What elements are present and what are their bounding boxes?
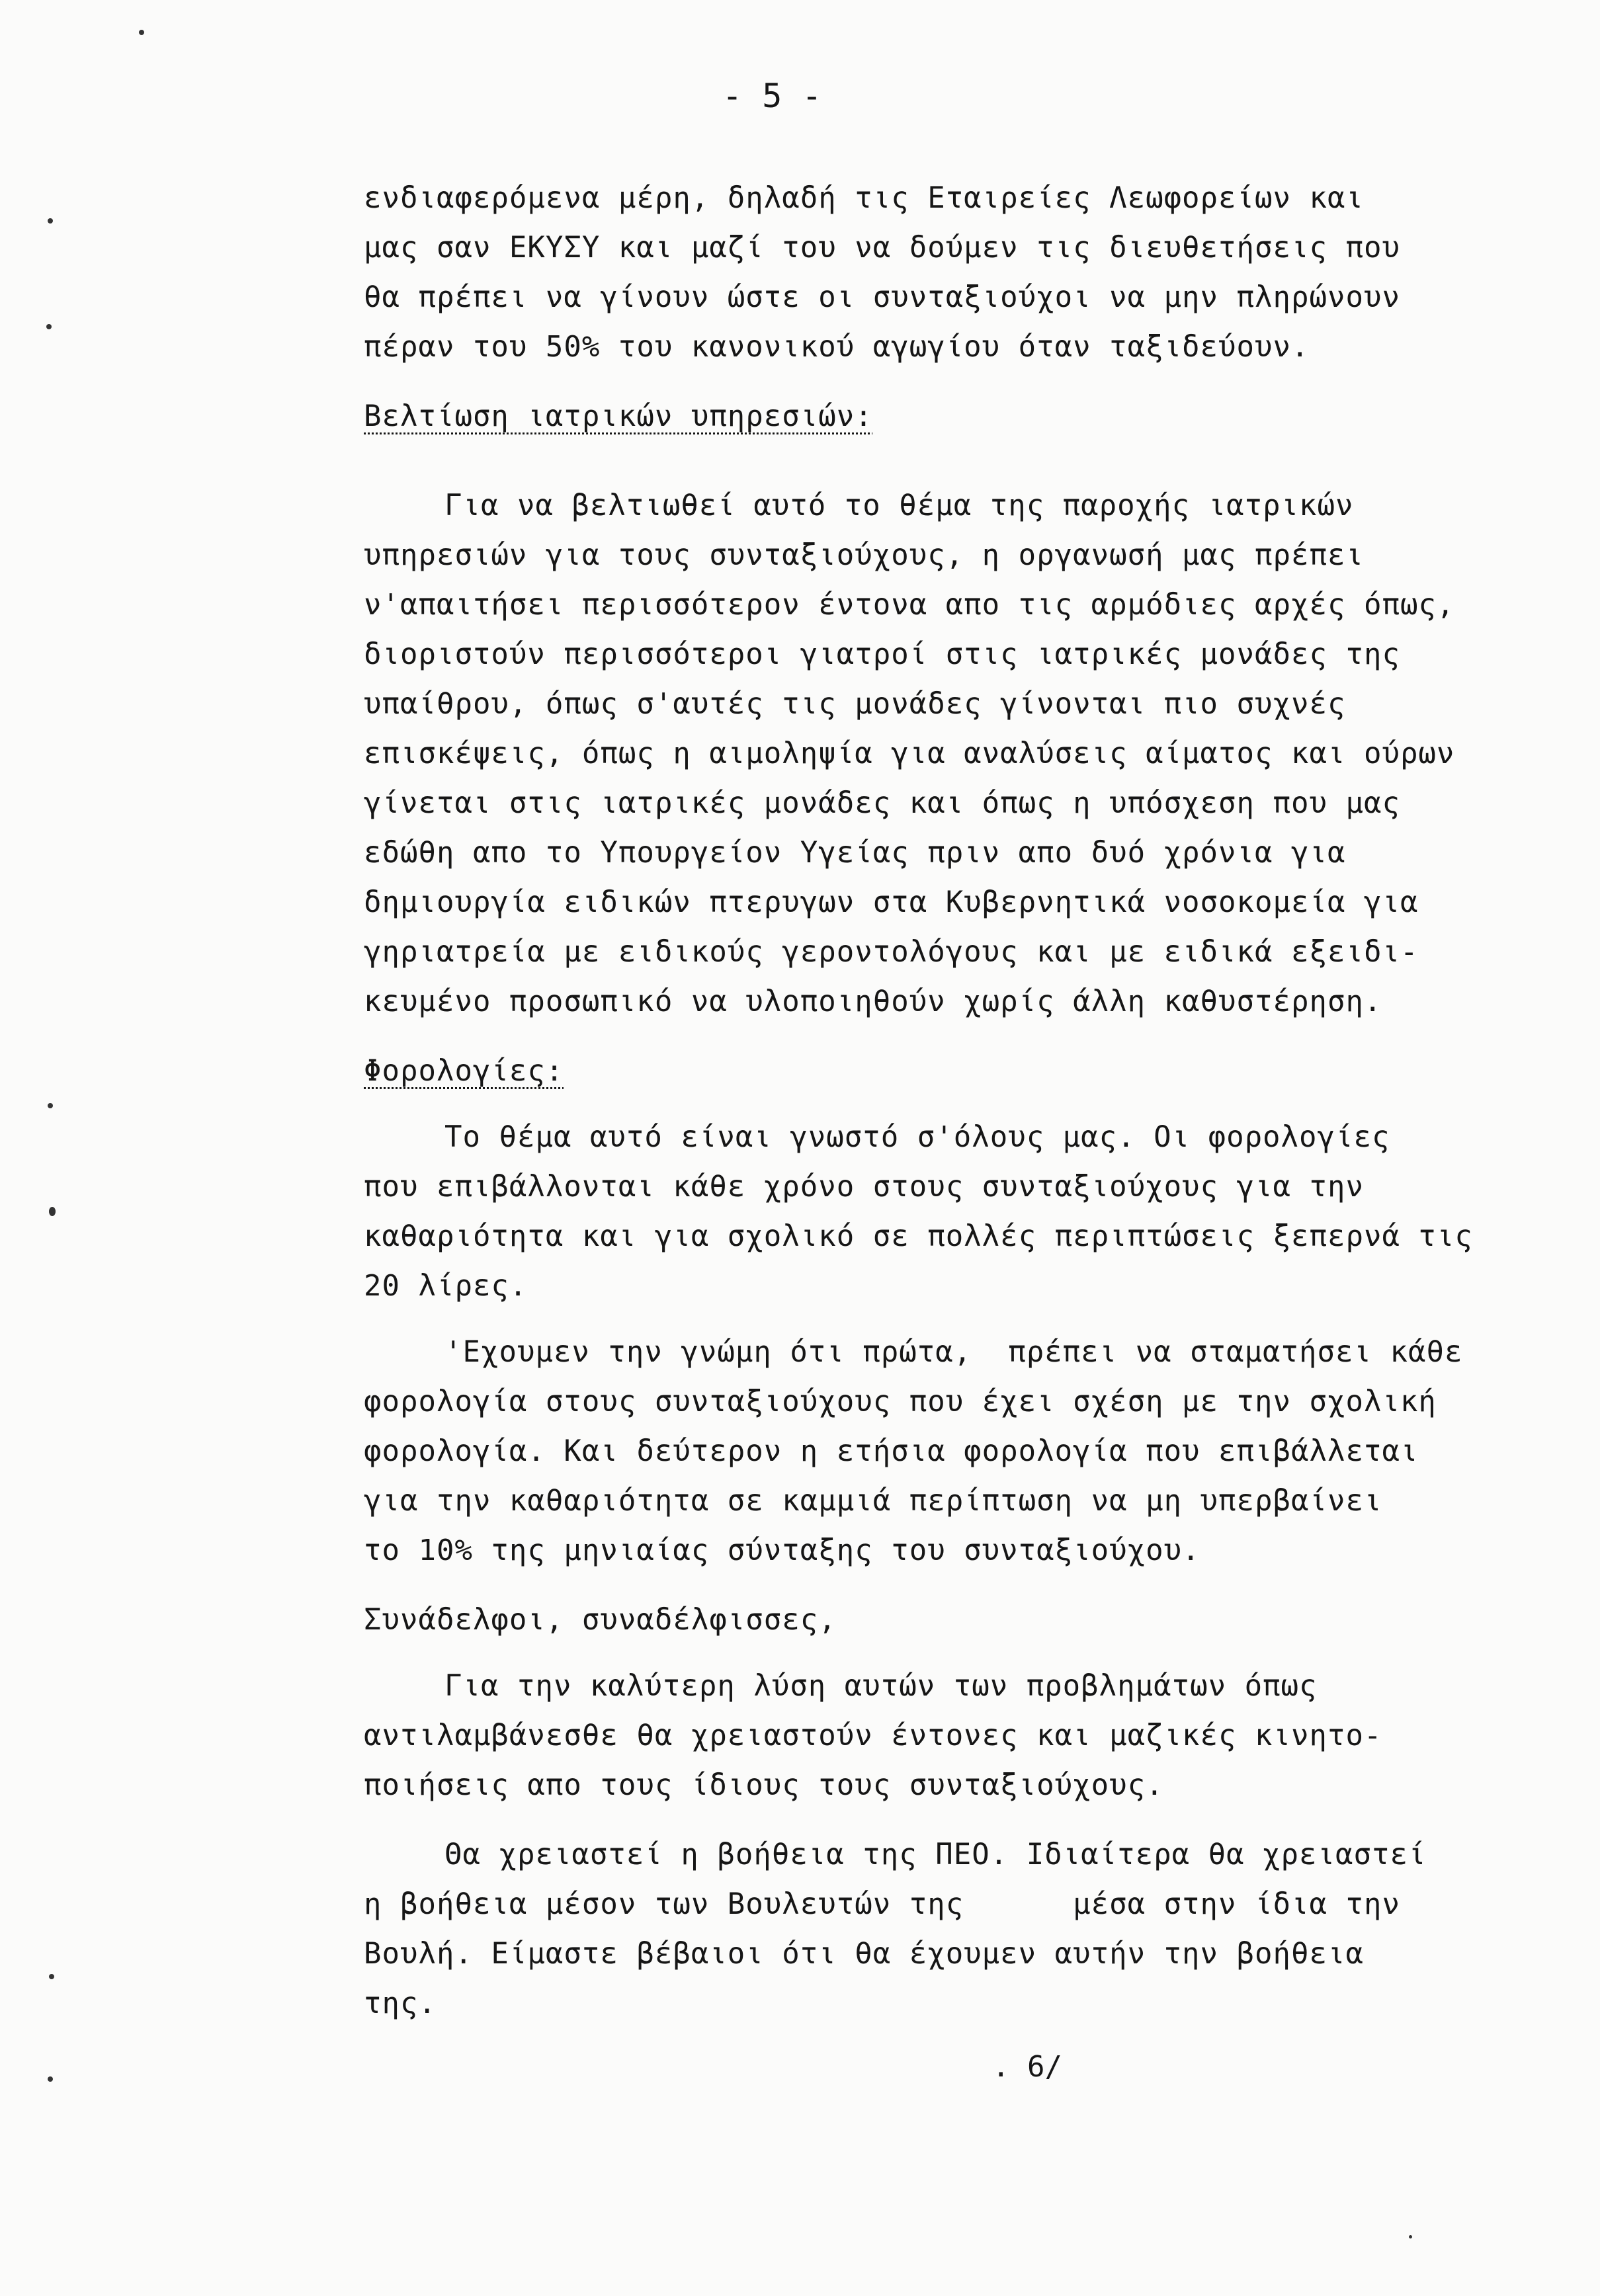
- text-line: το 10% της μηνιαίας σύνταξης του συνταξιούχου.: [364, 1534, 1200, 1567]
- section-heading-tax: Φορολογίες:: [364, 1054, 564, 1088]
- scan-speck: [49, 1207, 56, 1216]
- text-line: της.: [364, 1987, 437, 2020]
- salutation: Συνάδελφοι, συναδέλφισσες,: [364, 1603, 837, 1637]
- text-line: μας σαν ΕΚΥΣΥ και μαζί του να δούμεν τις διευθετήσεις που: [364, 231, 1400, 265]
- text-line: φορολογία στους συνταξιούχους που έχει σχέση με την σχολική: [364, 1385, 1437, 1418]
- text-line: αντιλαμβάνεσθε θα χρειαστούν έντονες και μαζικές κινητο-: [364, 1719, 1382, 1752]
- text-line: Βουλή. Είμαστε βέβαιοι ότι θα έχουμεν αυτήν την βοήθεια: [364, 1937, 1364, 1971]
- scan-speck: [139, 30, 144, 35]
- text-line: καθαριότητα και για σχολικό σε πολλές περιπτώσεις ξεπερνά τις: [364, 1219, 1473, 1253]
- scan-speck: [48, 2076, 53, 2082]
- text-line: υπαίθρου, όπως σ'αυτές τις μονάδες γίνονται πιο συχνές: [364, 687, 1346, 721]
- text-line: κευμένο προσωπικό να υλοποιηθούν χωρίς άλλη καθυστέρηση.: [364, 985, 1382, 1018]
- scan-speck: [1409, 2235, 1412, 2238]
- text-line: γηριατρεία με ειδικούς γεροντολόγους και με ειδικά εξειδι-: [364, 935, 1419, 969]
- section-heading-medical: Βελτίωση ιατρικών υπηρεσιών:: [364, 399, 873, 433]
- text-line: Θα χρειαστεί η βοήθεια της ΠΕΟ. Ιδιαίτερα θα χρειαστεί: [444, 1838, 1427, 1871]
- next-page-marker: . 6/: [992, 2050, 1062, 2084]
- text-line: θα πρέπει να γίνουν ώστε οι συνταξιούχοι να μην πληρώνουν: [364, 280, 1400, 314]
- text-line: Για την καλύτερη λύση αυτών των προβλημάτων όπως: [444, 1669, 1318, 1703]
- text-line: ποιήσεις απο τους ίδιους τους συνταξιούχους.: [364, 1768, 1164, 1802]
- text-line: Το θέμα αυτό είναι γνωστό σ'όλους μας. Οι φορολογίες: [444, 1120, 1390, 1154]
- scan-speck: [48, 218, 53, 224]
- text-line: πέραν του 50% του κανονικού αγωγίου όταν ταξιδεύουν.: [364, 330, 1310, 364]
- text-line: εδώθη απο το Υπουργείον Υγείας πριν απο δυό χρόνια για: [364, 836, 1346, 870]
- scan-speck: [46, 324, 52, 329]
- text-line: δημιουργία ειδικών πτερυγων στα Κυβερνητικά νοσοκομεία για: [364, 885, 1419, 919]
- text-line: 20 λίρες.: [364, 1269, 528, 1303]
- text-line: για την καθαριότητα σε καμμιά περίπτωση να μη υπερβαίνει: [364, 1484, 1382, 1518]
- scan-speck: [49, 1974, 54, 1979]
- text-line: υπηρεσιών για τους συνταξιούχους, η οργανωσή μας πρέπει: [364, 538, 1364, 572]
- text-line: η βοήθεια μέσον των Βουλευτών της μέσα στην ίδια την: [364, 1887, 1400, 1921]
- text-line: που επιβάλλονται κάθε χρόνο στους συνταξιούχους για την: [364, 1170, 1364, 1204]
- text-line: φορολογία. Και δεύτερον η ετήσια φορολογία που επιβάλλεται: [364, 1434, 1419, 1468]
- text-line: διοριστούν περισσότεροι γιατροί στις ιατρικές μονάδες της: [364, 637, 1400, 671]
- text-line: ν'απαιτήσει περισσότερον έντονα απο τις αρμόδιες αρχές όπως,: [364, 588, 1455, 622]
- page-number: - 5 -: [722, 77, 822, 115]
- text-line: Για να βελτιωθεί αυτό το θέμα της παροχής ιατρικών: [444, 489, 1354, 522]
- text-line: 'Εχουμεν την γνώμη ότι πρώτα, πρέπει να σταματήσει κάθε: [444, 1335, 1463, 1369]
- scan-speck: [48, 1103, 53, 1108]
- text-line: ενδιαφερόμενα μέρη, δηλαδή τις Εταιρείες Λεωφορείων και: [364, 181, 1364, 215]
- text-line: επισκέψεις, όπως η αιμοληψία για αναλύσεις αίματος και ούρων: [364, 737, 1455, 770]
- text-line: γίνεται στις ιατρικές μονάδες και όπως η υπόσχεση που μας: [364, 786, 1400, 820]
